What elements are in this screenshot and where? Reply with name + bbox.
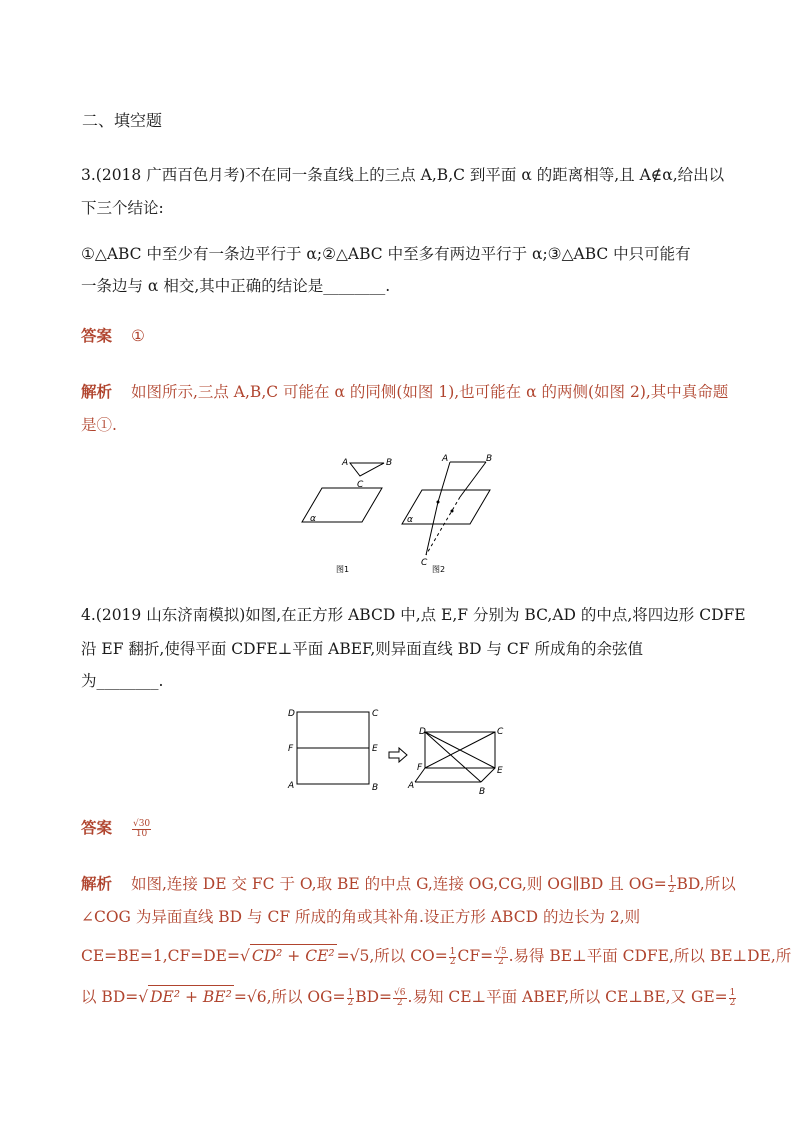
analysis-label: 解析: [81, 874, 113, 893]
svg-text:C: C: [497, 727, 504, 737]
plane-alpha-2: [402, 490, 490, 524]
alpha-label-1: α: [310, 514, 316, 524]
q4-analysis-line2: ∠COG 为异面直线 BD 与 CF 所成的角或其补角.设正方形 ABCD 的边长为 2,则: [81, 908, 641, 926]
answer-label: 答案: [81, 326, 113, 345]
svg-text:F: F: [417, 763, 423, 773]
svg-text:A: A: [408, 781, 415, 791]
point-c-label-2: C: [421, 558, 428, 568]
q3-analysis-line2: 是①.: [81, 416, 117, 434]
q3-stem-line2: 下三个结论:: [81, 199, 164, 217]
q3-stem-line4: 一条边与 α 相交,其中正确的结论是________.: [81, 277, 391, 295]
q3-figures: [290, 452, 510, 577]
q4-analysis-line3: CE=BE=1,CF=DE=√ CD² + CE² =√5,所以 CO= $\frac{1}{2}$ CF= $\frac{√5}{2}$ .易得 BE⊥平面 CDFE,所以 BE⊥DE,所: [81, 944, 791, 967]
q4-answer: [81, 817, 152, 839]
svg-text:D: D: [419, 727, 426, 737]
svg-text:E: E: [497, 766, 503, 776]
q4-analysis-line1: 解析 如图,连接 DE 交 FC 于 O,取 BE 的中点 G,连接 OG,CG,则 OG∥BD 且 OG= $\frac{1}{2}$ BD,所以: [81, 874, 736, 895]
point-a-label-1: A: [342, 458, 349, 468]
figure-2-caption: 图2: [432, 565, 446, 574]
point-c-label-1: C: [357, 480, 364, 490]
svg-text:F: F: [288, 744, 294, 754]
point-a-label-2: A: [442, 454, 449, 464]
answer-label: 答案: [81, 818, 113, 837]
point-b-label-2: B: [486, 454, 493, 464]
q3-answer: [81, 325, 145, 347]
alpha-label-2: α: [407, 515, 413, 525]
analysis-label: 解析: [81, 382, 113, 401]
q4-stem-line2: 沿 EF 翻折,使得平面 CDFE⊥平面 ABEF,则异面直线 BD 与 CF 所成角的余弦值: [81, 640, 643, 658]
svg-text:D: D: [288, 709, 295, 719]
svg-text:C: C: [372, 709, 379, 719]
figure-2: [402, 454, 492, 574]
q4-stem-line1: 4.(2019 山东济南模拟)如图,在正方形 ABCD 中,点 E,F 分别为 BC,AD 的中点,将四边形 CDFE: [81, 606, 746, 624]
folded-figure: [407, 727, 504, 797]
svg-text:A: A: [288, 781, 295, 791]
figure-1: [302, 458, 392, 574]
q3-analysis-line1: [81, 381, 728, 403]
arrow-icon: [389, 748, 407, 762]
triangle-abc-1: [350, 463, 384, 476]
figure-1-caption: 图1: [336, 565, 350, 574]
q3-stem-line1: 3.(2018 广西百色月考)不在同一条直线上的三点 A,B,C 到平面 α 的距离相等,且 A∉α,给出以: [81, 166, 725, 184]
q4-figure: [283, 702, 513, 797]
q3-analysis-text1: 如图所示,三点 A,B,C 可能在 α 的同侧(如图 1),也可能在 α 的两侧(如图 2),其中真命题: [130, 383, 729, 401]
answer-fraction: $\frac{√30}{10}$: [132, 818, 151, 839]
svg-text:E: E: [372, 744, 378, 754]
point-b-label-1: B: [386, 458, 393, 468]
q4-analysis-line4: 以 BD=√ DE² + BE² =√6,所以 OG= $\frac{1}{2}$ BD= $\frac{√6}{2}$ .易知 CE⊥平面 ABEF,所以 CE⊥BE,又 GE= $\frac{1}{2}$: [81, 985, 737, 1008]
q4-stem-line3: 为________.: [81, 672, 164, 690]
section-title: 二、填空题: [82, 111, 163, 130]
q3-stem-line3: ①△ABC 中至少有一条边平行于 α;②△ABC 中至多有两边平行于 α;③△ABC 中只可能有: [81, 245, 691, 263]
svg-text:B: B: [479, 787, 486, 797]
square-abcd: [287, 709, 379, 793]
svg-text:B: B: [372, 783, 379, 793]
q3-answer-value: ①: [130, 327, 145, 345]
